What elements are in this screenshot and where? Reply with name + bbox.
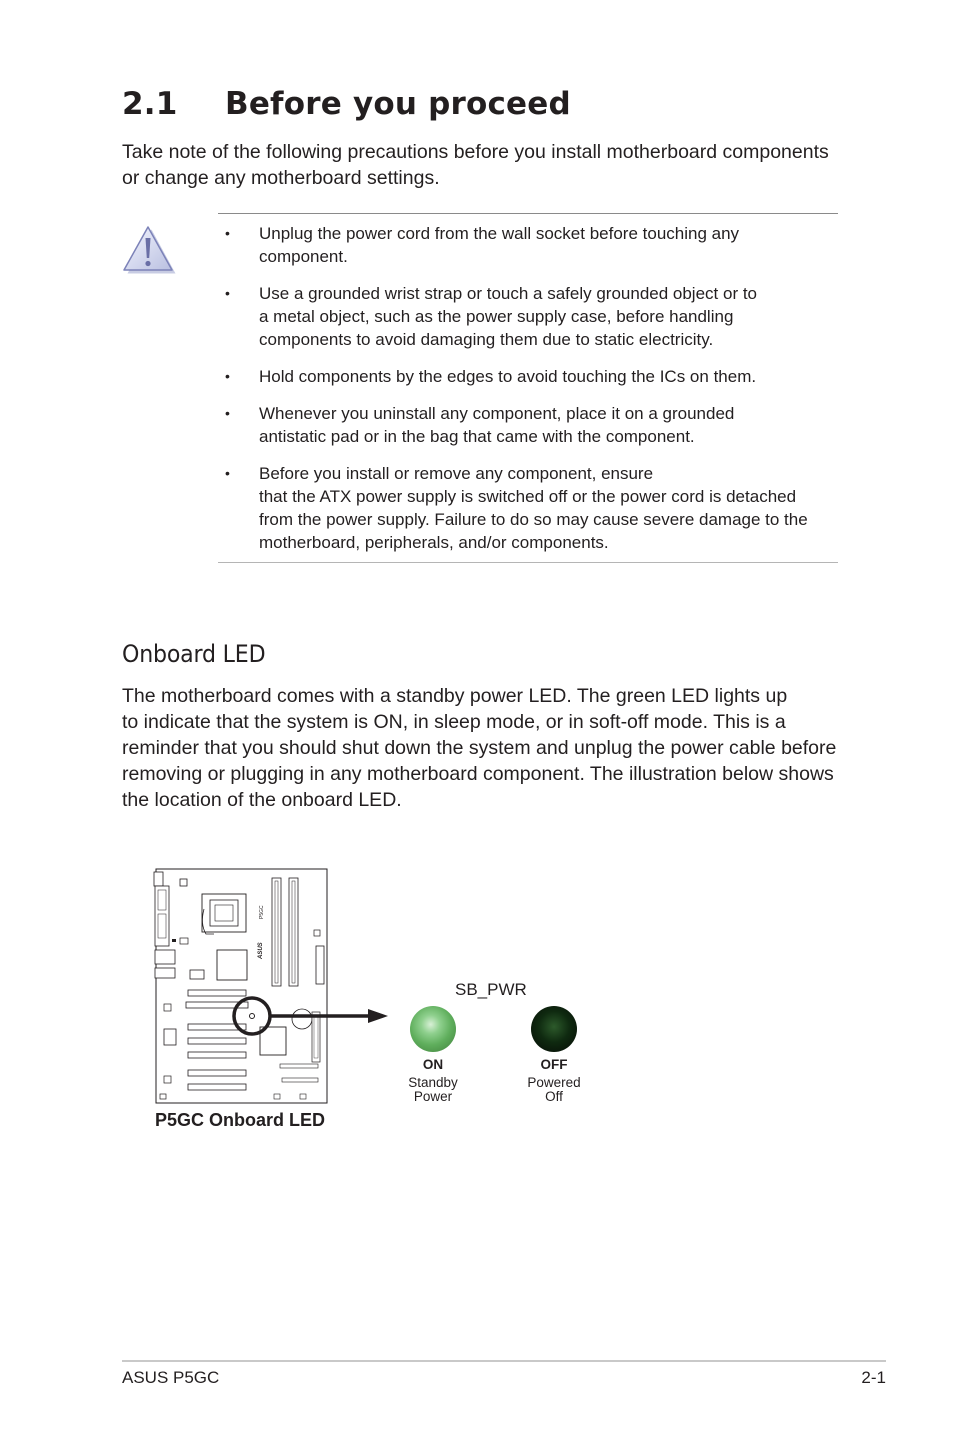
caution-item-text: Unplug the power cord from the wall socket before touching any component. <box>259 224 740 266</box>
section-number: 2.1 <box>122 86 178 122</box>
led-off-description: Powered Off <box>527 1075 581 1104</box>
led-on-description: Standby Power <box>408 1075 458 1104</box>
led-off-indicator <box>531 1006 577 1052</box>
caution-item <box>218 402 838 448</box>
led-on-state: ON <box>422 1057 444 1072</box>
footer-rule <box>122 1360 886 1362</box>
bullet-mark: • <box>225 285 230 301</box>
led-off-label <box>509 1058 599 1104</box>
caution-list <box>218 222 838 568</box>
led-on-label <box>388 1058 478 1104</box>
connector-label: SB_PWR <box>455 980 527 999</box>
bullet-mark: • <box>225 225 230 241</box>
caution-item-text: Whenever you uninstall any component, place it on a grounded antistatic pad or in the bag that came with the component. <box>259 404 735 446</box>
footer-product: ASUS P5GC <box>122 1368 220 1387</box>
caution-item <box>218 282 838 351</box>
caution-item <box>218 222 838 268</box>
caution-item <box>218 462 838 554</box>
led-on-indicator <box>410 1006 456 1052</box>
caution-item <box>218 365 838 388</box>
page-number: 2-1 <box>861 1368 886 1387</box>
bullet-mark: • <box>225 368 230 384</box>
svg-text:ASUS: ASUS <box>258 942 264 959</box>
bullet-mark: • <box>225 405 230 421</box>
intro-paragraph: Take note of the following precautions before you install motherboard components or change any motherboard settings. <box>122 141 829 189</box>
caution-item-text: Before you install or remove any component, ensure that the ATX power supply is switched off or the power cord is detached from the power supply. Failure to do so may cause severe damage to the motherboard, peripherals, and/or components. <box>259 464 808 552</box>
onboard-led-paragraph: The motherboard comes with a standby power LED. The green LED lights up to indicate that the system is ON, in sleep mode, or in soft-off mode. This is a reminder that you should shut down the system and unplug the power cable before removing or plugging in any motherboard component. The illustration below shows the location of the onboard LED. <box>122 685 837 811</box>
caution-item-text: Hold components by the edges to avoid touching the ICs on them. <box>259 367 757 386</box>
led-off-state: OFF <box>540 1057 568 1072</box>
bullet-mark: • <box>225 465 230 481</box>
section-heading <box>122 86 571 122</box>
caution-top-rule <box>218 213 838 214</box>
caution-icon <box>122 224 176 276</box>
section-title: Before you proceed <box>225 86 571 122</box>
pointer-arrow <box>270 1004 390 1028</box>
figure-caption: P5GC Onboard LED <box>155 1110 326 1130</box>
subsection-heading: Onboard LED <box>122 640 266 668</box>
caution-bottom-rule <box>218 562 838 563</box>
caution-item-text: Use a grounded wrist strap or touch a safely grounded object or to a metal object, such as the power supply case, before handling components to avoid damaging them due to static electricity. <box>259 284 758 349</box>
board-label: P5GC <box>259 905 265 919</box>
motherboard-diagram <box>150 864 335 1109</box>
